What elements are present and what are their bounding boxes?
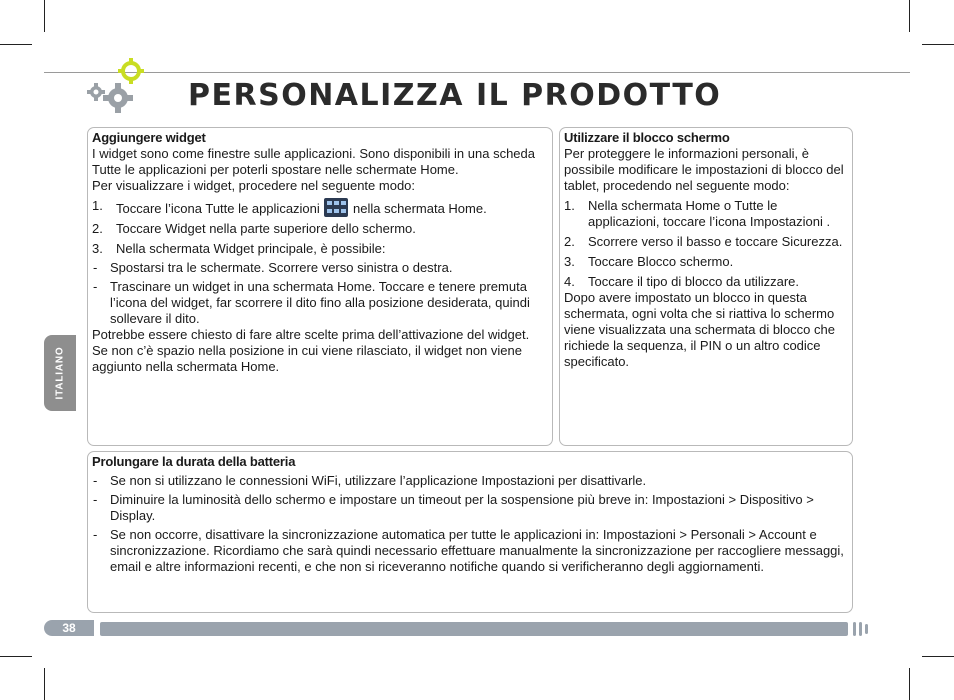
section-heading: Prolungare la durata della batteria	[92, 454, 296, 469]
language-tab	[44, 335, 76, 411]
gears-icon	[82, 56, 152, 116]
footer-chevron	[853, 622, 856, 636]
footer-chevron	[859, 622, 862, 636]
crop-mark	[44, 668, 45, 700]
crop-mark	[0, 656, 32, 657]
bullet-item: - Diminuire la luminosità dello schermo e impostare un timeout per la sospensione più breve in: Impostazioni > Dispositivo > Display.	[93, 492, 814, 523]
list-item: 2. Scorrere verso il basso e toccare Sicurezza.	[564, 234, 843, 249]
list-item: 3. Toccare Blocco schermo.	[564, 254, 734, 269]
bullet-item: - Se non si utilizzano le connessioni WiFi, utilizzare l’applicazione Impostazioni per disattivarle.	[93, 473, 647, 488]
section-heading: Aggiungere widget	[92, 130, 206, 145]
page-title: PERSONALIZZA IL PRODOTTO	[188, 78, 722, 113]
crop-mark	[909, 0, 910, 32]
battery-section	[87, 451, 853, 613]
list-item: 1. Toccare l’icona Tutte le applicazioni nella schermata Home.	[92, 198, 487, 216]
crop-mark	[922, 656, 954, 657]
list-item: 3. Nella schermata Widget principale, è possibile:	[92, 241, 386, 256]
list-item: 2. Toccare Widget nella parte superiore dello schermo.	[92, 221, 416, 236]
screen-lock-section	[559, 127, 853, 446]
bullet-item: - Se non occorre, disattivare la sincronizzazione automatica per tutte le applicazioni in: Impostazioni > Personali > Account e sincronizzazione. Ricordiamo che sarà quindi necessario effettuare manualmente la sincronizzazione per raccogliere messaggi, email e altre informazioni recenti, e che non si riceveranno notifiche quando si verificheranno degli aggiornamenti.	[93, 527, 844, 574]
section-intro: Per proteggere le informazioni personali, è possibile modificare le impostazioni di blocco del tablet, procedendo nel seguente modo:	[564, 146, 844, 193]
section-intro: Per visualizzare i widget, procedere nel seguente modo:	[92, 178, 416, 193]
header-rule	[44, 72, 910, 73]
list-item: 1. Nella schermata Home o Tutte le applicazioni, toccare l’icona Impostazioni .	[564, 198, 831, 229]
crop-mark	[44, 0, 45, 32]
page-number: 38	[44, 620, 94, 636]
bullet-item: - Spostarsi tra le schermate. Scorrere verso sinistra o destra.	[93, 260, 453, 275]
bullet-item: - Trascinare un widget in una schermata Home. Toccare e tenere premuta l’icona del widget, far scorrere il dito fino alla posizione desiderata, quindi sollevare il dito.	[93, 279, 530, 326]
section-intro: I widget sono come finestre sulle applicazioni. Sono disponibili in una scheda Tutte le applicazioni per poterli spostare nelle schermate Home.	[92, 146, 535, 177]
all-apps-grid-icon	[324, 198, 348, 217]
section-outro: Dopo avere impostato un blocco in questa schermata, ogni volta che si riattiva lo schermo viene visualizzata una schermata di blocco che richiede la sequenza, il PIN o un altro codice specificato.	[564, 290, 835, 369]
section-heading: Utilizzare il blocco schermo	[564, 130, 730, 145]
crop-mark	[909, 668, 910, 700]
widget-section	[87, 127, 553, 446]
language-tab-label: ITALIANO	[54, 346, 66, 400]
section-outro: Potrebbe essere chiesto di fare altre scelte prima dell’attivazione del widget. Se non c’è spazio nella posizione in cui viene rilasciato, il widget non viene aggiunto nella schermata Home.	[92, 327, 530, 374]
crop-mark	[0, 44, 32, 45]
list-item: 4. Toccare il tipo di blocco da utilizzare.	[564, 274, 799, 289]
footer-bar	[100, 622, 848, 636]
footer-chevron	[865, 624, 868, 634]
crop-mark	[922, 44, 954, 45]
